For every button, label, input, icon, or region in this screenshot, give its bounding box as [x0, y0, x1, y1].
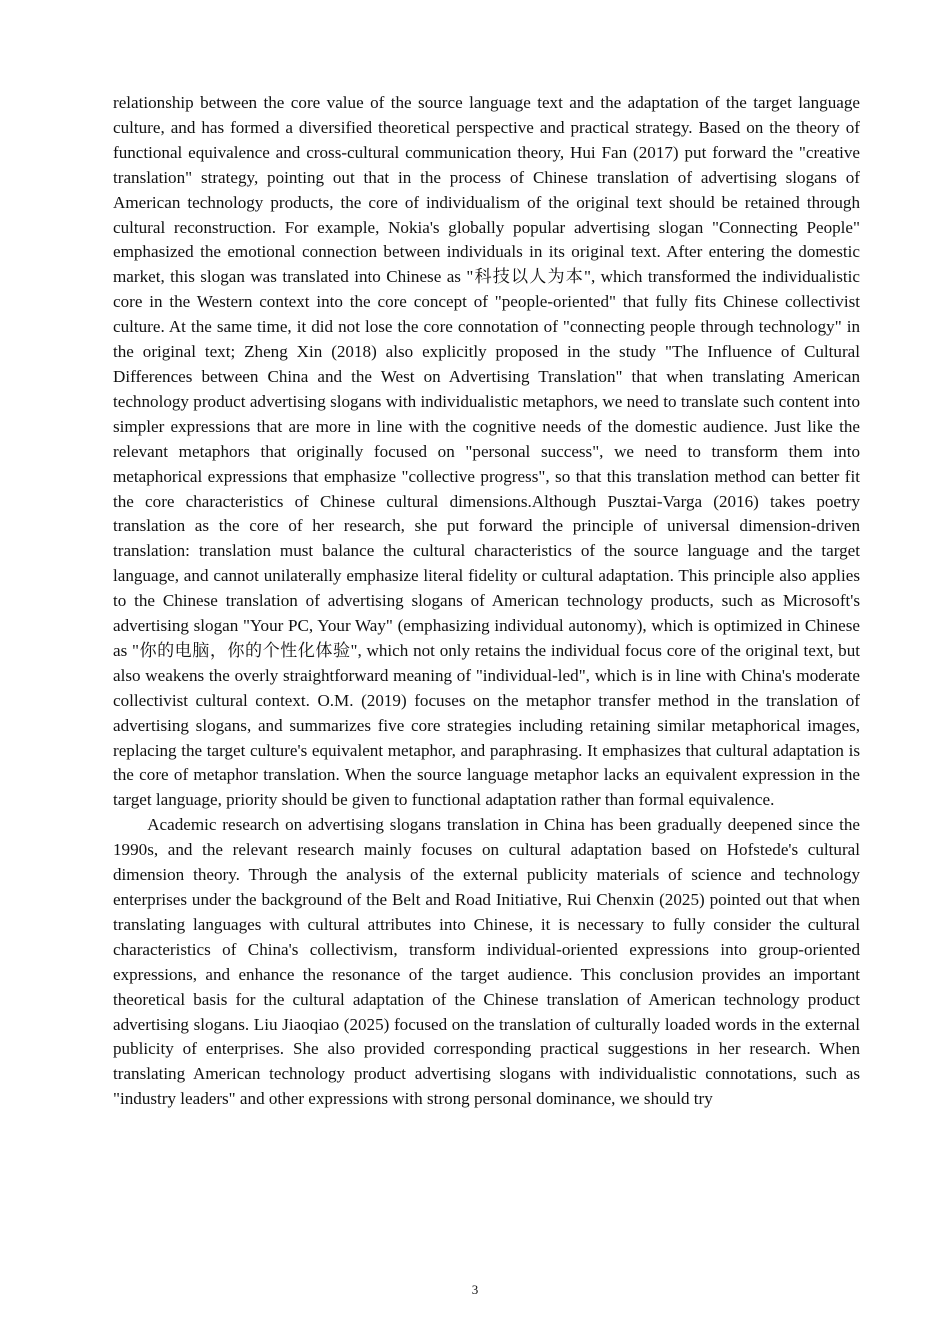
paragraph-1: relationship between the core value of the source language text and the adaptation of the target language culture, and has formed a diversified theoretical perspective and practical strategy. Based on the theory of functional equivalence and cross-cultural communication theory, Hui Fan (2017) put forward the "creative translation" strategy, pointing out that in the process of Chinese translation of advertising slogans of American technology products, the core of individualism of the original text should be retained through cultural reconstruction. For example, Nokia's globally popular advertising slogan "Connecting People" emphasized the emotional connection between individuals in its original text. After entering the domestic market, this slogan was translated into Chinese as "科技以人为本", which transformed the individualistic core in the Western context into the core concept of "people-oriented" that fully fits Chinese collectivist culture. At the same time, it did not lose the core connotation of "connecting people through technology" in the original text; Zheng Xin (2018) also explicitly proposed in the study "The Influence of Cultural Differences between China and the West on Advertising Translation" that when translating American technology product advertising slogans with individualistic metaphors, we need to translate such content into simpler expressions that are more in line with the cognitive needs of the domestic audience. Just like the relevant metaphors that originally focused on "personal success", we need to transform them into metaphorical expressions that emphasize "collective progress", so that this translation method can better fit the core characteristics of Chinese cultural dimensions.Although Pusztai-Varga (2016) takes poetry translation as the core of her research, she put forward the principle of universal dimension-driven translation: translation must balance the cultural characteristics of the source language and the target language, and cannot unilaterally emphasize literal fidelity or cultural adaptation. This principle also applies to the Chinese translation of advertising slogans of American technology products, such as Microsoft's advertising slogan "Your PC, Your Way" (emphasizing individual autonomy), which is optimized in Chinese as "你的电脑，你的个性化体验", which not only retains the individual focus core of the original text, but also weakens the overly straightforward meaning of "individual-led", which is in line with China's moderate collectivist cultural context. O.M. (2019) focuses on the metaphor transfer method in the translation of advertising slogans, and summarizes five core strategies including retaining similar metaphorical images, replacing the target culture's equivalent metaphor, and paraphrasing. It emphasizes that cultural adaptation is the core of metaphor translation. When the source language metaphor lacks an equivalent expression in the target language, priority should be given to functional adaptation rather than formal equivalence. [113, 93, 860, 810]
page-number: 3 [471, 1282, 479, 1297]
document-body [113, 91, 860, 1112]
paragraph-2: Academic research on advertising slogans translation in China has been gradually deepened since the 1990s, and the relevant research mainly focuses on cultural adaptation based on Hofstede's cultural dimension theory. Through the analysis of the external publicity materials of science and technology enterprises under the background of the Belt and Road Initiative, Rui Chenxin (2025) pointed out that when translating languages with cultural attributes into Chinese, it is necessary to fully consider the cultural characteristics of China's collectivism, transform individual-oriented expressions into group-oriented expressions, and enhance the resonance of the target audience. This conclusion provides an important theoretical basis for the cultural adaptation of the Chinese translation of American technology product advertising slogans. Liu Jiaoqiao (2025) focused on the translation of culturally loaded words in the external publicity of enterprises. She also provided corresponding practical suggestions in her research. When translating American technology product advertising slogans with individualistic connotations, such as "industry leaders" and other expressions with strong personal dominance, we should try [113, 815, 860, 1109]
